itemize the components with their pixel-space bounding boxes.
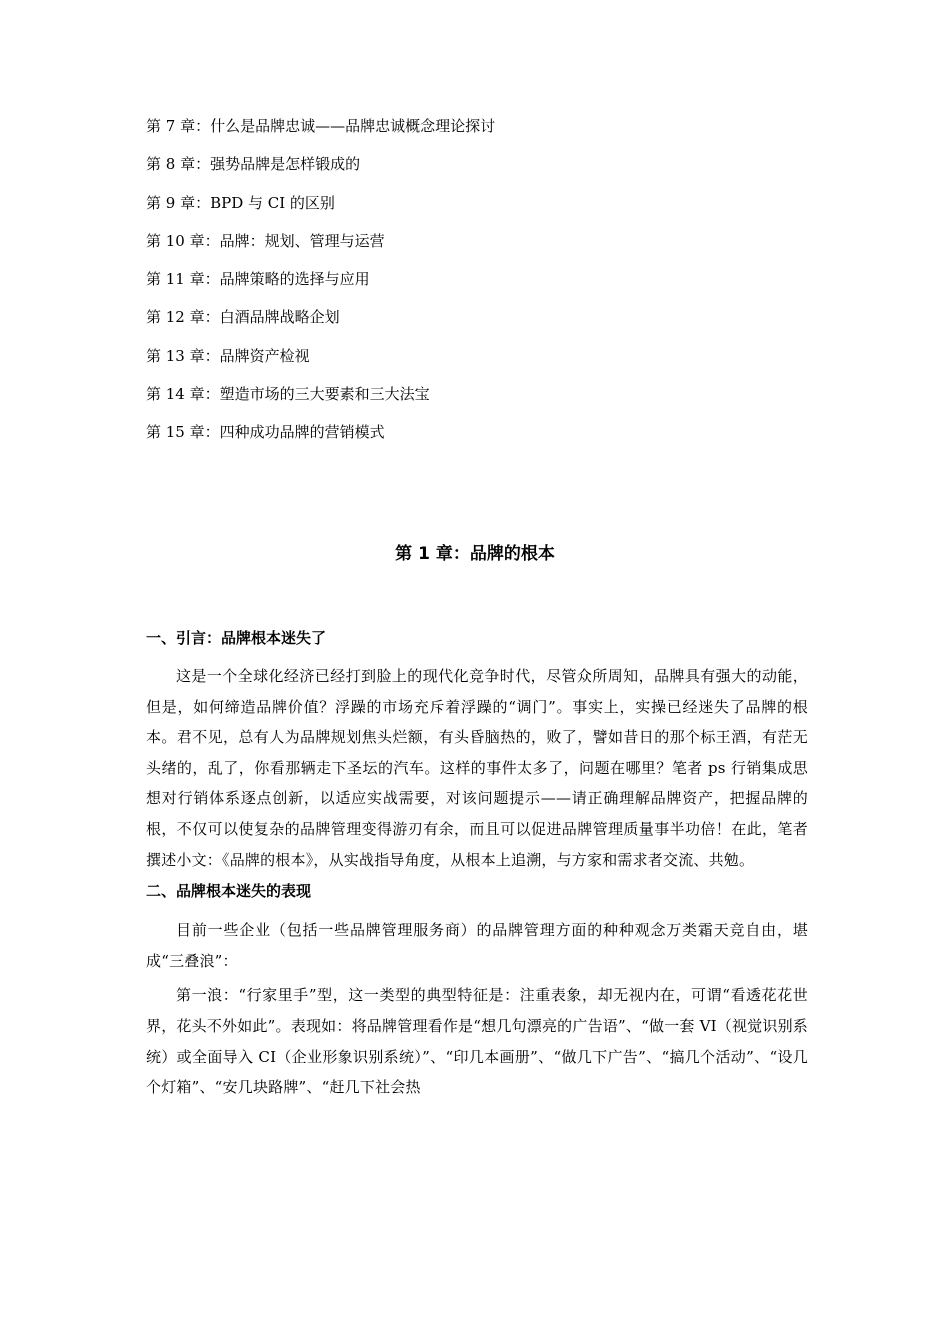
toc-item-chapter-9: 第 9 章：BPD 与 CI 的区别	[146, 193, 335, 212]
paragraph-three-waves: 目前一些企业（包括一些品牌管理服务商）的品牌管理方面的种种观念万类霜天竞自由，堪成“三叠浪”：	[146, 921, 808, 970]
toc-item-chapter-12: 第 12 章：白酒品牌战略企划	[146, 308, 340, 327]
section-heading-introduction: 一、引言：品牌根本迷失了	[146, 629, 327, 647]
chapter-body	[146, 626, 808, 1103]
toc-item-chapter-11: 第 11 章：品牌策略的选择与应用	[146, 270, 370, 289]
chapter-title: 第 1 章：品牌的根本	[395, 544, 555, 564]
toc-item-chapter-14: 第 14 章：塑造市场的三大要素和三大法宝	[146, 385, 430, 404]
table-of-contents	[146, 114, 846, 459]
paragraph-introduction: 这是一个全球化经济已经打到脸上的现代化竞争时代，尽管众所周知，品牌具有强大的动能，但是，如何缔造品牌价值？浮躁的市场充斥着浮躁的“调门”。事实上，实操已经迷失了品牌的根本。君不见，总有人为品牌规划焦头烂额，有头昏脑热的，败了，譬如昔日的那个标王酒，有茫无头绪的，乱了，你看那辆走下圣坛的汽车。这样的事件太多了，问题在哪里？笔者 ps 行销集成思想对行销体系逐点创新，以适应实战需要，对该问题提示——请正确理解品牌资产，把握品牌的根，不仅可以使复杂的品牌管理变得游刃有余，而且可以促进品牌管理质量事半功倍！在此，笔者撰述小文：《品牌的根本》，从实战指导角度，从根本上追溯，与方家和需求者交流、共勉。	[146, 667, 808, 869]
paragraph-first-wave: 第一浪：“行家里手”型，这一类型的典型特征是：注重表象，却无视内在，可谓“看透花花世界，花头不外如此”。表现如：将品牌管理看作是“想几句漂亮的广告语”、“做一套 VI（视觉识别系统）或全面导入 CI（企业形象识别系统）”、“印几本画册”、“做几下广告”、“搞几个活动”、“设几个灯箱”、“安几块路牌”、“赶几下社会热	[146, 986, 808, 1097]
toc-item-chapter-8: 第 8 章：强势品牌是怎样锻成的	[146, 155, 361, 174]
section-heading-symptoms: 二、品牌根本迷失的表现	[146, 882, 312, 901]
toc-item-chapter-10: 第 10 章：品牌：规划、管理与运营	[146, 231, 385, 250]
toc-item-chapter-13: 第 13 章：品牌资产检视	[146, 346, 310, 365]
toc-item-chapter-7: 第 7 章：什么是品牌忠诚——品牌忠诚概念理论探讨	[146, 117, 496, 135]
toc-item-chapter-15: 第 15 章：四种成功品牌的营销模式	[146, 423, 385, 442]
